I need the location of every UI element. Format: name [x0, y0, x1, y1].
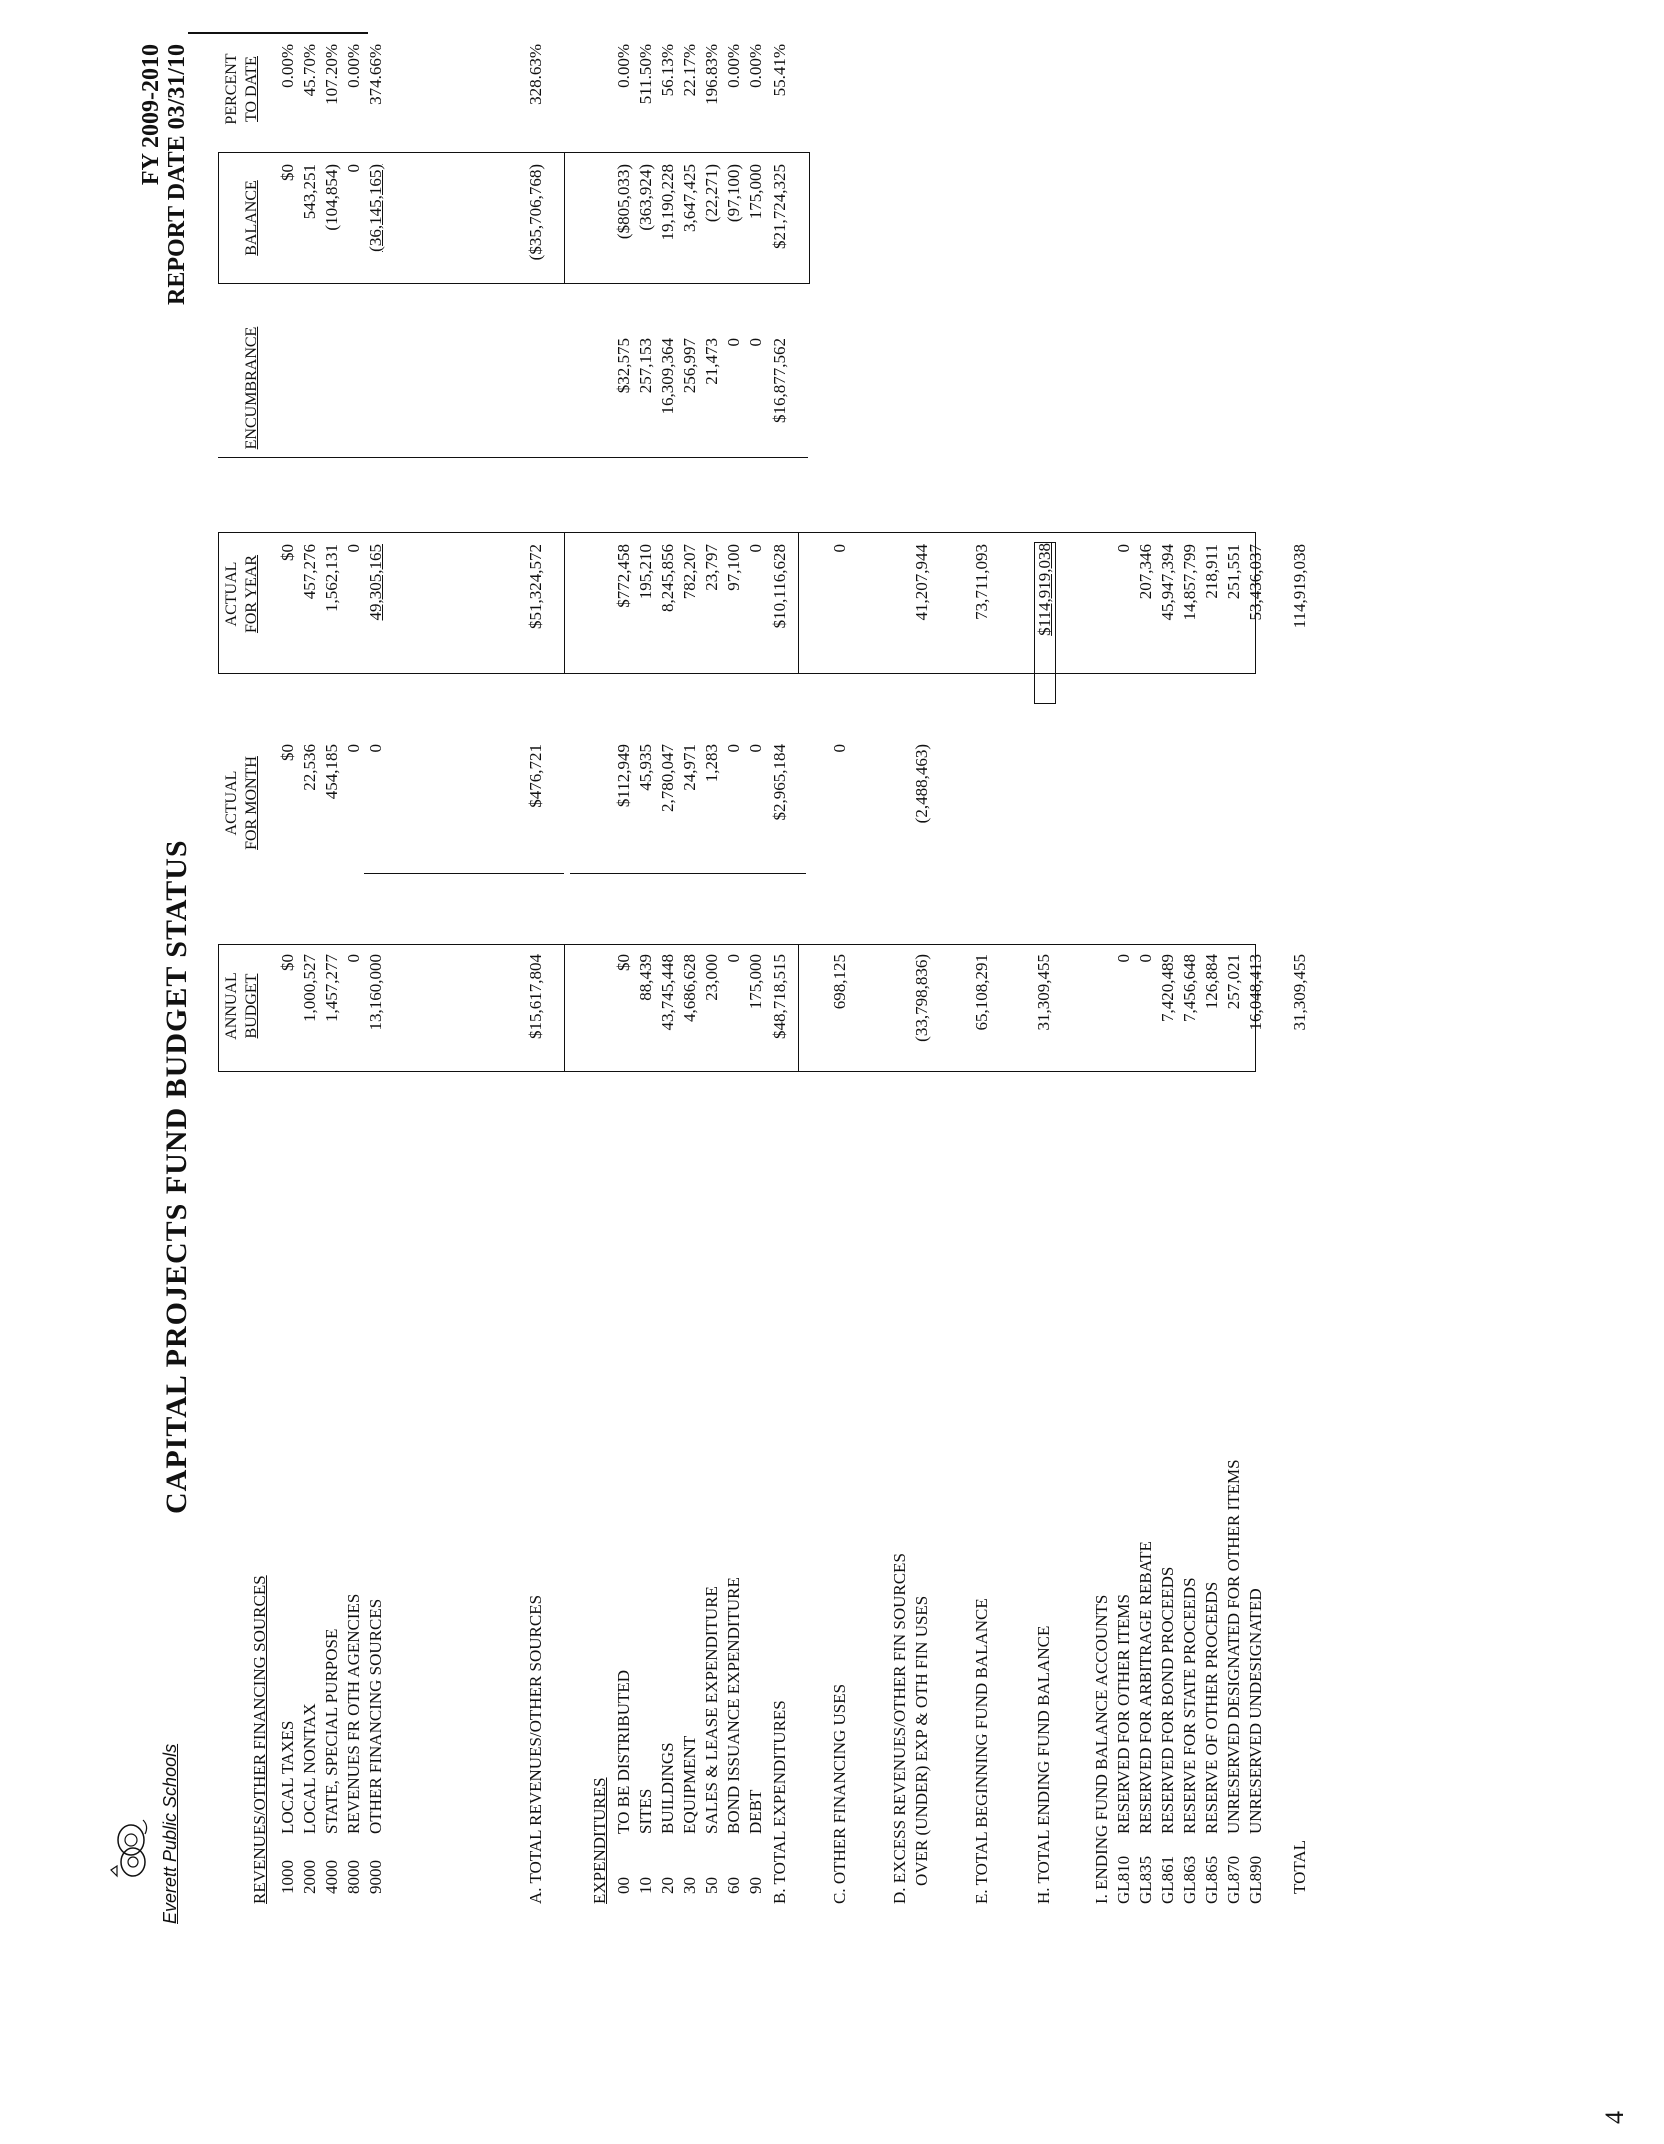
expenditure-month: 0 — [746, 744, 765, 753]
revenue-year: 457,276 — [300, 544, 319, 600]
expenditure-label: TO BE DISTRIBUTED — [614, 1669, 633, 1834]
expenditure-balance: (22,271) — [702, 164, 721, 223]
excess-month: (2,488,463) — [912, 744, 931, 824]
expenditure-label: EQUIPMENT — [680, 1735, 699, 1834]
revenue-month: 0 — [366, 744, 385, 753]
org-name: Everett Public Schools — [160, 1743, 180, 1924]
total-expenditures-month: $2,965,184 — [770, 744, 789, 821]
account-code: GL863 — [1180, 1855, 1199, 1904]
report-date: REPORT DATE 03/31/10 — [164, 44, 190, 305]
expenditures-heading: EXPENDITURES — [590, 1777, 609, 1904]
other-uses-label: C. OTHER FINANCING USES — [830, 1683, 849, 1904]
col-percent-2: TO DATE — [243, 56, 260, 122]
expenditure-year: 195,210 — [636, 544, 655, 600]
account-budget: 7,456,648 — [1180, 954, 1199, 1022]
account-budget: 0 — [1136, 954, 1155, 963]
expenditure-year: $772,458 — [614, 544, 633, 608]
expenditure-code: 30 — [680, 1877, 699, 1894]
excess-budget: (33,798,836) — [912, 954, 931, 1042]
beginning-balance-label: E. TOTAL BEGINNING FUND BALANCE — [972, 1598, 991, 1904]
revenue-year: 49,305,165 — [366, 544, 385, 621]
col-annual-budget-2: BUDGET — [243, 973, 260, 1039]
expenditure-code: 10 — [636, 1877, 655, 1894]
account-budget: 0 — [1114, 954, 1133, 963]
expenditure-encumbrance: 256,997 — [680, 338, 699, 394]
revenue-label: LOCAL TAXES — [278, 1720, 297, 1834]
total-revenues-label: A. TOTAL REVENUES/OTHER SOURCES — [526, 1594, 545, 1904]
revenue-percent: 0.00% — [344, 44, 363, 88]
revenue-month: 22,536 — [300, 744, 319, 791]
account-code: GL810 — [1114, 1855, 1133, 1904]
revenue-code: 1000 — [278, 1860, 297, 1894]
expenditure-code: 00 — [614, 1877, 633, 1894]
total-revenues-balance: ($35,706,768) — [526, 164, 545, 261]
revenue-label: REVENUES FR OTH AGENCIES — [344, 1593, 363, 1834]
col-percent — [222, 34, 262, 144]
beginning-balance-budget: 65,108,291 — [972, 954, 991, 1031]
account-year: 14,857,799 — [1180, 544, 1199, 621]
expenditure-month: 24,971 — [680, 744, 699, 791]
actual-year-box-divider-1 — [564, 532, 565, 674]
fiscal-year: FY 2009-2010 — [138, 44, 164, 186]
expenditure-year: 782,207 — [680, 544, 699, 600]
revenue-month: 454,185 — [322, 744, 341, 800]
expenditure-budget: 88,439 — [636, 954, 655, 1001]
expenditure-year: 0 — [746, 544, 765, 553]
expenditure-code: 90 — [746, 1877, 765, 1894]
expenditure-budget: 43,745,448 — [658, 954, 677, 1031]
account-code: GL890 — [1246, 1855, 1265, 1904]
revenue-balance: (36,145,165) — [366, 164, 385, 252]
expenditure-year: 23,797 — [702, 544, 721, 591]
revenue-code: 2000 — [300, 1860, 319, 1894]
account-year: 251,551 — [1224, 544, 1243, 600]
revenue-balance: 543,251 — [300, 164, 319, 220]
total-revenues-month: $476,721 — [526, 744, 545, 808]
revenue-budget: 0 — [344, 954, 363, 963]
account-year: 45,947,394 — [1158, 544, 1177, 621]
col-actual-month-2: FOR MONTH — [243, 756, 260, 850]
total-expenditures-year: $10,116,628 — [770, 544, 789, 629]
excess-label-2: OVER (UNDER) EXP & OTH FIN USES — [912, 1595, 931, 1886]
accounts-heading: I. ENDING FUND BALANCE ACCOUNTS — [1092, 1594, 1111, 1904]
expenditure-percent: 196.83% — [702, 44, 721, 105]
col-percent-1: PERCENT — [223, 53, 240, 125]
revenue-month: $0 — [278, 744, 297, 761]
total-expenditures-percent: 55.41% — [770, 44, 789, 97]
col-actual-year-1: ACTUAL — [223, 561, 240, 627]
revenue-percent: 45.70% — [300, 44, 319, 97]
account-label: RESERVE OF OTHER PROCEEDS — [1202, 1581, 1221, 1834]
expenditure-budget: 4,686,628 — [680, 954, 699, 1022]
expenditure-balance: (97,100) — [724, 164, 743, 223]
school-logo-icon — [105, 1814, 155, 1884]
revenue-year: 1,562,131 — [322, 544, 341, 612]
expenditure-budget: 0 — [724, 954, 743, 963]
expenditure-balance: 19,190,228 — [658, 164, 677, 241]
expenditure-encumbrance: 0 — [746, 338, 765, 347]
expenditure-year: 97,100 — [724, 544, 743, 591]
actual-year-box-divider-2 — [798, 532, 799, 674]
expenditure-percent: 22.17% — [680, 44, 699, 97]
expenditure-percent: 0.00% — [614, 44, 633, 88]
revenue-budget: 1,000,527 — [300, 954, 319, 1022]
account-label: RESERVED FOR ARBITRAGE REBATE — [1136, 1541, 1155, 1834]
account-code: GL835 — [1136, 1855, 1155, 1904]
other-uses-month: 0 — [830, 744, 849, 753]
expenditure-percent: 511.50% — [636, 44, 655, 105]
expenditure-label: DEBT — [746, 1789, 765, 1834]
col-actual-month-1: ACTUAL — [223, 770, 240, 836]
excess-year: 41,207,944 — [912, 544, 931, 621]
revenues-heading: REVENUES/OTHER FINANCING SOURCES — [250, 1575, 269, 1904]
revenue-year: $0 — [278, 544, 297, 561]
expenditure-encumbrance: 257,153 — [636, 338, 655, 394]
account-label: RESERVED FOR OTHER ITEMS — [1114, 1594, 1133, 1834]
school-logo — [105, 1814, 155, 1884]
account-year: 53,436,037 — [1246, 544, 1265, 621]
total-expenditures-encumbrance: $16,877,562 — [770, 338, 789, 423]
col-annual-budget-1: ANNUAL — [223, 972, 240, 1040]
balance-box-divider — [564, 152, 565, 284]
expenditure-label: BUILDINGS — [658, 1742, 677, 1834]
revenue-label: LOCAL NONTAX — [300, 1703, 319, 1834]
col-encumbrance — [242, 318, 262, 458]
revenue-budget: $0 — [278, 954, 297, 971]
revenue-percent: 107.20% — [322, 44, 341, 105]
total-revenues-year: $51,324,572 — [526, 544, 545, 629]
total-revenues-budget: $15,617,804 — [526, 954, 545, 1039]
accounts-total-budget: 31,309,455 — [1290, 954, 1309, 1031]
ending-balance-label: H. TOTAL ENDING FUND BALANCE — [1034, 1625, 1053, 1904]
account-label: RESERVE FOR STATE PROCEEDS — [1180, 1577, 1199, 1834]
account-code: GL865 — [1202, 1855, 1221, 1904]
revenue-month: 0 — [344, 744, 363, 753]
expenditure-month: 2,780,047 — [658, 744, 677, 812]
accounts-total-label: TOTAL — [1290, 1839, 1309, 1894]
account-budget: 126,884 — [1202, 954, 1221, 1010]
expenditure-percent: 0.00% — [724, 44, 743, 88]
expenditure-percent: 0.00% — [746, 44, 765, 88]
revenue-balance: 0 — [344, 164, 363, 173]
revenue-percent: 374.66% — [366, 44, 385, 105]
expenditure-balance: (363,924) — [636, 164, 655, 231]
account-budget: 257,021 — [1224, 954, 1243, 1010]
expenditure-code: 20 — [658, 1877, 677, 1894]
expenditure-label: SALES & LEASE EXPENDITURE — [702, 1586, 721, 1834]
expenditure-encumbrance: 21,473 — [702, 338, 721, 385]
account-label: RESERVED FOR BOND PROCEEDS — [1158, 1566, 1177, 1834]
revenue-label: STATE, SPECIAL PURPOSE — [322, 1628, 341, 1834]
total-expenditures-budget: $48,718,515 — [770, 954, 789, 1039]
revenue-budget: 1,457,277 — [322, 954, 341, 1022]
revenue-code: 9000 — [366, 1860, 385, 1894]
expenditure-code: 60 — [724, 1877, 743, 1894]
account-year: 207,346 — [1136, 544, 1155, 600]
percent-line — [188, 32, 368, 34]
revenue-balance: (104,854) — [322, 164, 341, 231]
col-actual-year-2: FOR YEAR — [243, 554, 260, 634]
expenditure-month: 1,283 — [702, 744, 721, 783]
ending-balance-budget: 31,309,455 — [1034, 954, 1053, 1031]
accounts-total-year: 114,919,038 — [1290, 544, 1309, 629]
total-expenditures-label: B. TOTAL EXPENDITURES — [770, 1700, 789, 1904]
excess-label-1: D. EXCESS REVENUES/OTHER FIN SOURCES — [890, 1553, 909, 1904]
expenditure-month: 45,935 — [636, 744, 655, 791]
revenue-code: 4000 — [322, 1860, 341, 1894]
revenue-budget: 13,160,000 — [366, 954, 385, 1031]
total-expenditures-balance: $21,724,325 — [770, 164, 789, 249]
revenue-label: OTHER FINANCING SOURCES — [366, 1598, 385, 1834]
col-encumbrance-1: ENCUMBRANCE — [243, 326, 260, 450]
budget-box-divider-2 — [798, 944, 799, 1072]
budget-box-divider-1 — [564, 944, 565, 1072]
ending-balance-year: $114,919,038 — [1034, 542, 1056, 704]
total-revenues-percent: 328.63% — [526, 44, 545, 105]
report-title: CAPITAL PROJECTS FUND BUDGET STATUS — [160, 839, 193, 1514]
revenue-balance: $0 — [278, 164, 297, 181]
account-year: 0 — [1114, 544, 1133, 553]
account-budget: 16,048,413 — [1246, 954, 1265, 1031]
revenue-year: 0 — [344, 544, 363, 553]
expenditure-budget: 23,000 — [702, 954, 721, 1001]
expenditure-encumbrance: 0 — [724, 338, 743, 347]
revenue-percent: 0.00% — [278, 44, 297, 88]
expenditure-budget: 175,000 — [746, 954, 765, 1010]
expenditure-balance: ($805,033) — [614, 164, 633, 240]
expenditure-label: BOND ISSUANCE EXPENDITURE — [724, 1577, 743, 1834]
page-number: 4 — [1600, 2111, 1629, 2124]
account-code: GL870 — [1224, 1855, 1243, 1904]
account-year: 218,911 — [1202, 544, 1221, 599]
expenditure-month: $112,949 — [614, 744, 633, 808]
account-label: UNRESERVED DESIGNATED FOR OTHER ITEMS — [1224, 1459, 1243, 1834]
other-uses-year: 0 — [830, 544, 849, 553]
expenditure-code: 50 — [702, 1877, 721, 1894]
expenditure-year: 8,245,856 — [658, 544, 677, 612]
expenditure-balance: 175,000 — [746, 164, 765, 220]
account-label: UNRESERVED UNDESIGNATED — [1246, 1588, 1265, 1834]
expenditure-month: 0 — [724, 744, 743, 753]
expenditure-percent: 56.13% — [658, 44, 677, 97]
expenditure-encumbrance: 16,309,364 — [658, 338, 677, 415]
col-actual-month — [222, 738, 262, 868]
expenditure-encumbrance: $32,575 — [614, 338, 633, 394]
account-code: GL861 — [1158, 1855, 1177, 1904]
account-budget: 7,420,489 — [1158, 954, 1177, 1022]
col-balance-1: BALANCE — [243, 180, 260, 256]
beginning-balance-year: 73,711,093 — [972, 544, 991, 620]
other-uses-budget: 698,125 — [830, 954, 849, 1010]
expenditure-label: SITES — [636, 1788, 655, 1834]
revenue-code: 8000 — [344, 1860, 363, 1894]
expenditure-balance: 3,647,425 — [680, 164, 699, 232]
expenditure-budget: $0 — [614, 954, 633, 971]
